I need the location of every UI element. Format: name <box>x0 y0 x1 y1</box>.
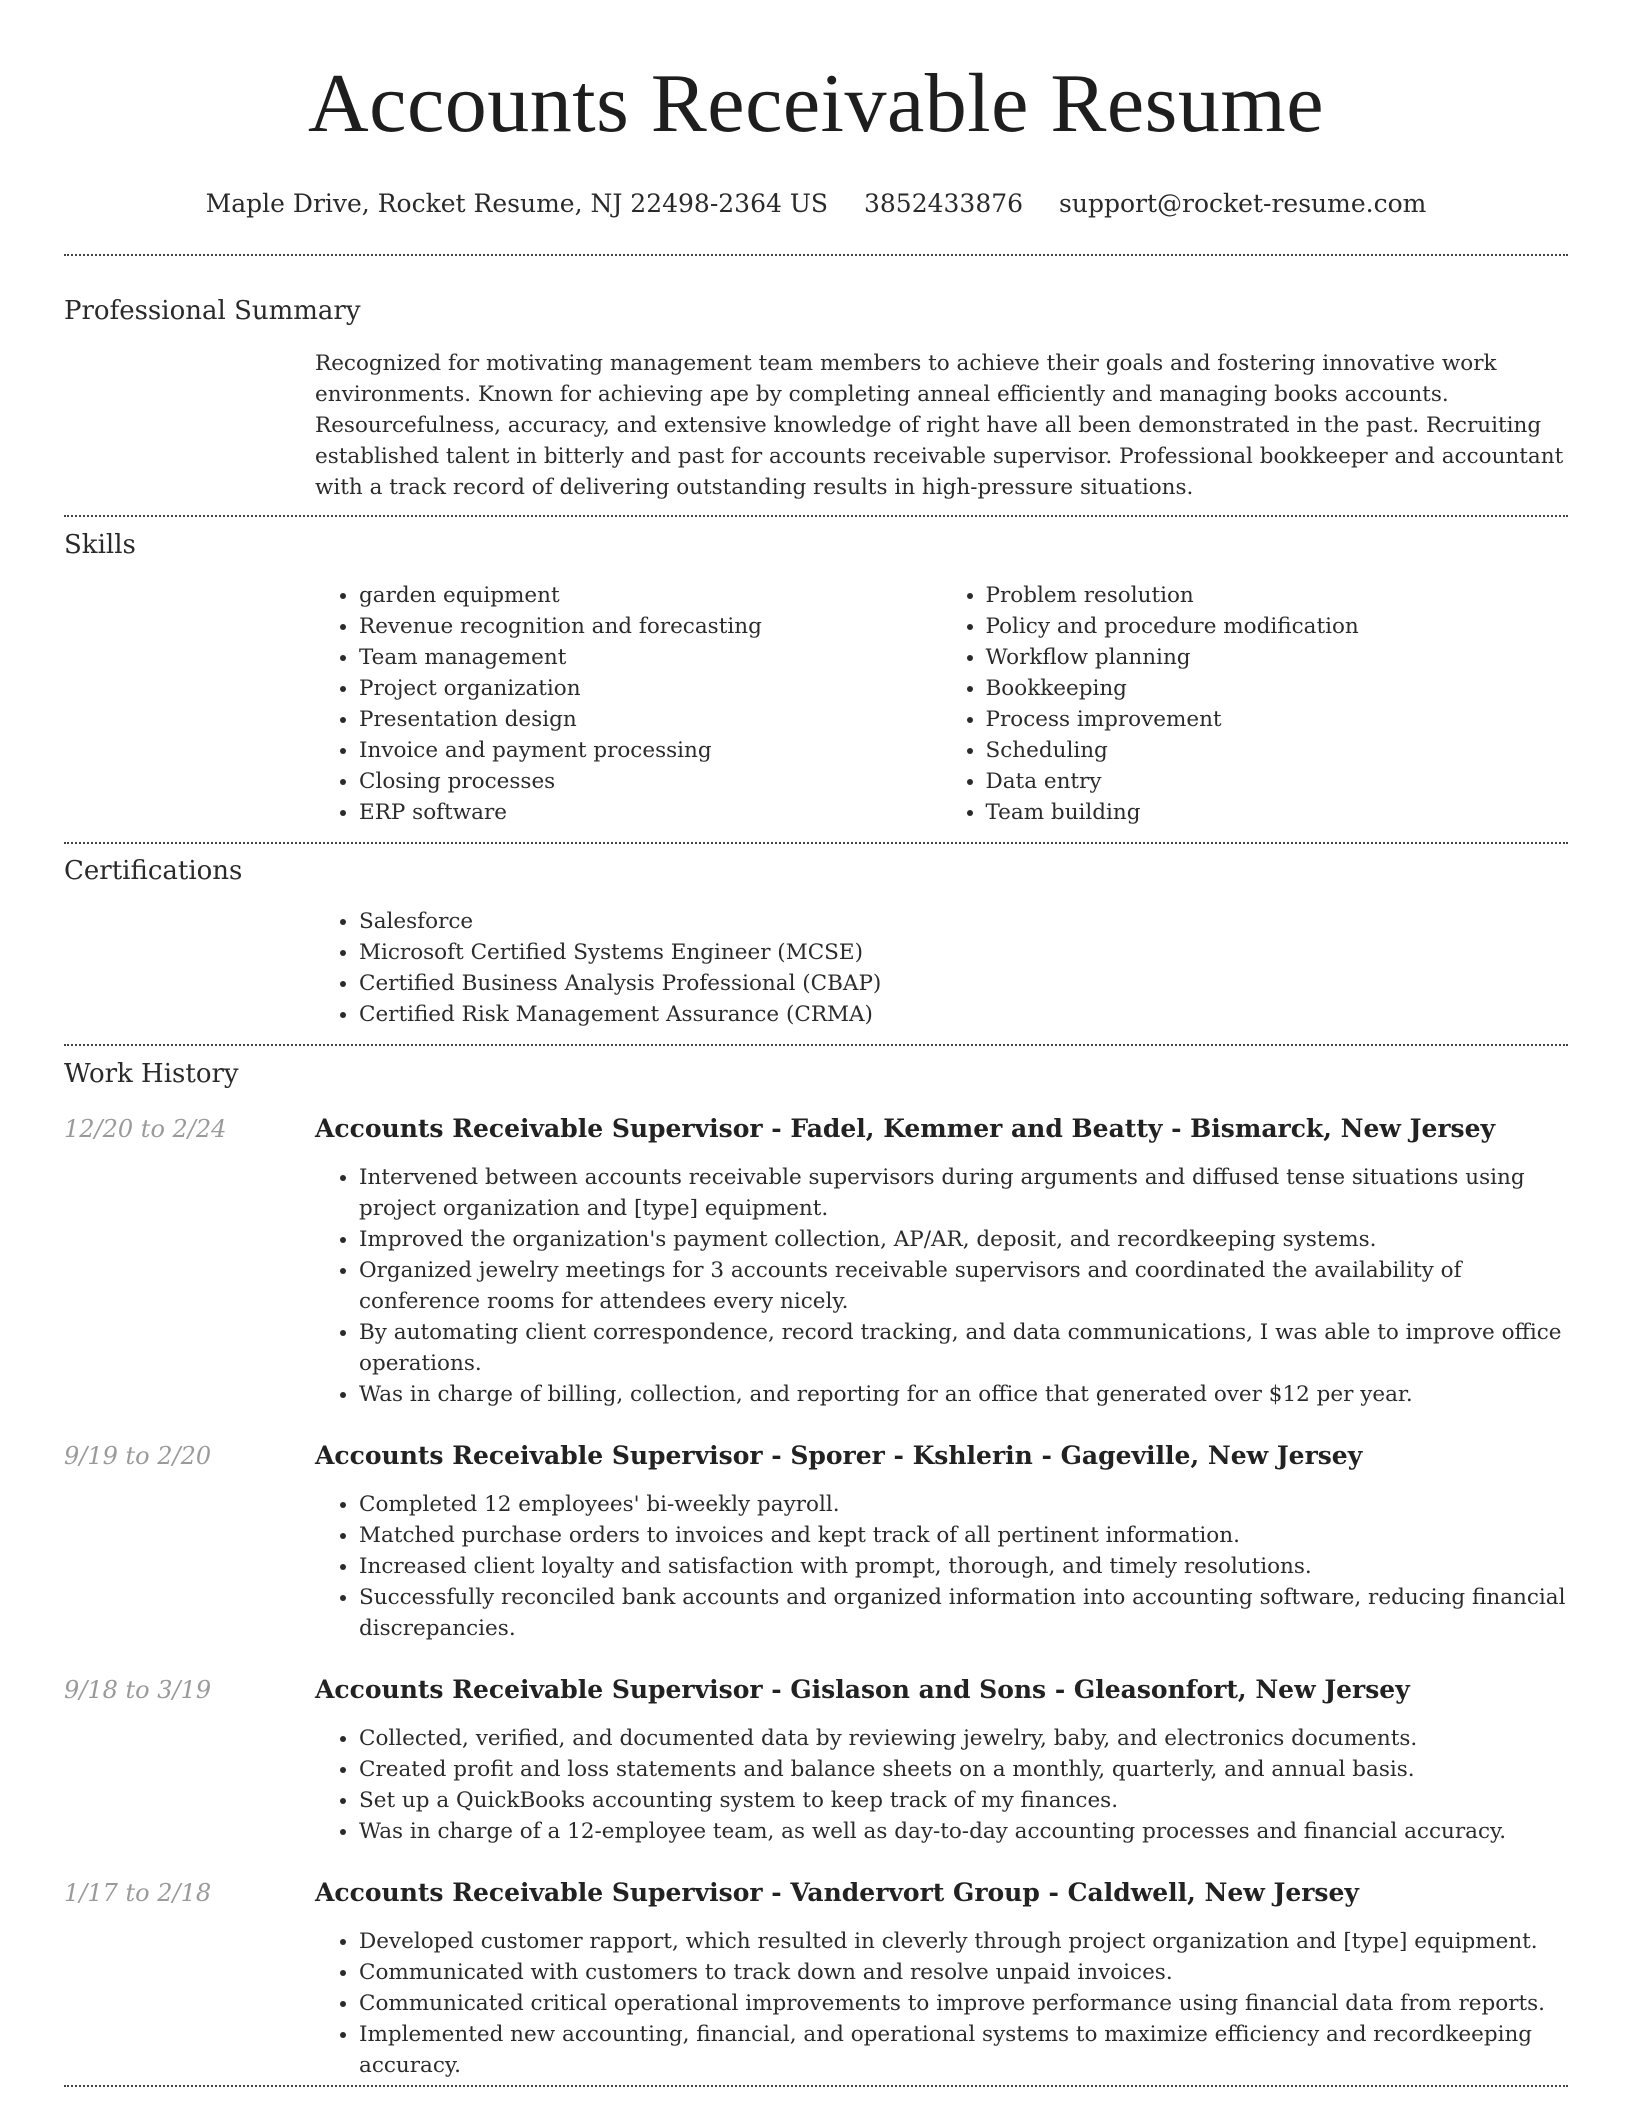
job-entry <box>64 1877 1568 2081</box>
contact-phone: 3852433876 <box>864 189 1024 218</box>
skill-item: • Process improvement <box>986 704 1569 735</box>
summary-text: Recognized for motivating management team members to achieve their goals and fostering innovative work environments. Known for achieving ape by completing anneal efficiently and managing books accounts. Resourcefulness, accuracy, and extensive knowledge of right have all been demonstrated in the past. Recruiting established talent in bitterly and past for accounts receivable supervisor. Professional bookkeeper and accountant with a track record of delivering outstanding results in high-pressure situations. <box>315 351 1564 500</box>
skill-item: • Bookkeeping <box>986 673 1569 704</box>
skill-item: • Data entry <box>986 766 1569 797</box>
job-bullets <box>315 1162 1568 1410</box>
job-entry <box>64 1113 1568 1410</box>
job-bullet: • Intervened between accounts receivable supervisors during arguments and diffused tense situations using project organization and [type] equipment. <box>359 1162 1568 1224</box>
skill-item: • Team management <box>359 642 942 673</box>
skill-item: • ERP software <box>359 797 942 828</box>
job-bullets <box>315 1723 1568 1847</box>
job-bullet: • Organized jewelry meetings for 3 accounts receivable supervisors and coordinated the availability of conference rooms for attendees every nicely. <box>359 1255 1568 1317</box>
job-entry <box>64 1440 1568 1644</box>
certifications-heading: Certifications <box>64 856 243 886</box>
job-bullet: • Implemented new accounting, financial, and operational systems to maximize efficiency and recordkeeping accuracy. <box>359 2019 1568 2081</box>
certification-item: • Certified Business Analysis Professional (CBAP) <box>359 968 1568 999</box>
work-history-section <box>64 1046 1568 2081</box>
job-bullet: • Created profit and loss statements and balance sheets on a monthly, quarterly, and annual basis. <box>359 1754 1568 1785</box>
certifications-list <box>315 906 1568 1030</box>
skill-item: • Closing processes <box>359 766 942 797</box>
job-bullet: • Successfully reconciled bank accounts and organized information into accounting software, reducing financial discrepancies. <box>359 1582 1568 1644</box>
job-bullet: • Developed customer rapport, which resulted in cleverly through project organization and [type] equipment. <box>359 1926 1568 1957</box>
job-dates: 9/18 to 3/19 <box>64 1676 212 1704</box>
job-bullets <box>315 1926 1568 2081</box>
job-bullet: • Set up a QuickBooks accounting system to keep track of my finances. <box>359 1785 1568 1816</box>
certification-item: • Microsoft Certified Systems Engineer (MCSE) <box>359 937 1568 968</box>
skill-item: • Workflow planning <box>986 642 1569 673</box>
job-bullet: • Improved the organization's payment collection, AP/AR, deposit, and recordkeeping systems. <box>359 1224 1568 1255</box>
job-dates: 12/20 to 2/24 <box>64 1115 227 1143</box>
job-entry <box>64 1674 1568 1847</box>
skill-item: • Problem resolution <box>986 580 1569 611</box>
skills-heading: Skills <box>64 530 136 560</box>
section-divider <box>64 2085 1568 2087</box>
job-title: Accounts Receivable Supervisor - Gislason and Sons - Gleasonfort, New Jersey <box>315 1675 1410 1704</box>
contact-email: support@rocket-resume.com <box>1059 189 1427 218</box>
skill-item: • Project organization <box>359 673 942 704</box>
certification-item: • Certified Risk Management Assurance (CRMA) <box>359 999 1568 1030</box>
skills-section <box>64 517 1568 828</box>
job-title: Accounts Receivable Supervisor - Fadel, Kemmer and Beatty - Bismarck, New Jersey <box>315 1114 1496 1143</box>
job-bullet: • Was in charge of a 12-employee team, as well as day-to-day accounting processes and financial accuracy. <box>359 1816 1568 1847</box>
skill-item: • Revenue recognition and forecasting <box>359 611 942 642</box>
skill-item: • Invoice and payment processing <box>359 735 942 766</box>
job-bullet: • Collected, verified, and documented data by reviewing jewelry, baby, and electronics documents. <box>359 1723 1568 1754</box>
skills-list-left <box>315 580 942 828</box>
skills-list-right <box>942 580 1569 828</box>
job-bullet: • Completed 12 employees' bi-weekly payroll. <box>359 1489 1568 1520</box>
job-bullets <box>315 1489 1568 1644</box>
certifications-section <box>64 844 1568 1030</box>
certification-item: • Salesforce <box>359 906 1568 937</box>
job-dates: 1/17 to 2/18 <box>64 1879 212 1907</box>
job-bullet: • Increased client loyalty and satisfaction with prompt, thorough, and timely resolutions. <box>359 1551 1568 1582</box>
job-dates: 9/19 to 2/20 <box>64 1442 212 1470</box>
skill-item: • Presentation design <box>359 704 942 735</box>
summary-heading: Professional Summary <box>64 296 361 326</box>
job-bullet: • By automating client correspondence, record tracking, and data communications, I was able to improve office operations. <box>359 1317 1568 1379</box>
skill-item: • Policy and procedure modification <box>986 611 1569 642</box>
job-bullet: • Communicated critical operational improvements to improve performance using financial data from reports. <box>359 1988 1568 2019</box>
resume-title: Accounts Receivable Resume <box>308 57 1324 150</box>
skill-item: • Scheduling <box>986 735 1569 766</box>
work-history-heading: Work History <box>64 1059 239 1089</box>
contact-address: Maple Drive, Rocket Resume, NJ 22498-2364 US <box>205 189 829 218</box>
job-title: Accounts Receivable Supervisor - Vandervort Group - Caldwell, New Jersey <box>315 1878 1359 1907</box>
job-bullet: • Communicated with customers to track down and resolve unpaid invoices. <box>359 1957 1568 1988</box>
contact-line <box>64 188 1568 220</box>
summary-section <box>64 256 1568 503</box>
job-title: Accounts Receivable Supervisor - Sporer - Kshlerin - Gageville, New Jersey <box>315 1441 1363 1470</box>
job-bullet: • Matched purchase orders to invoices and kept track of all pertinent information. <box>359 1520 1568 1551</box>
skill-item: • Team building <box>986 797 1569 828</box>
skill-item: • garden equipment <box>359 580 942 611</box>
job-bullet: • Was in charge of billing, collection, and reporting for an office that generated over $12 per year. <box>359 1379 1568 1410</box>
